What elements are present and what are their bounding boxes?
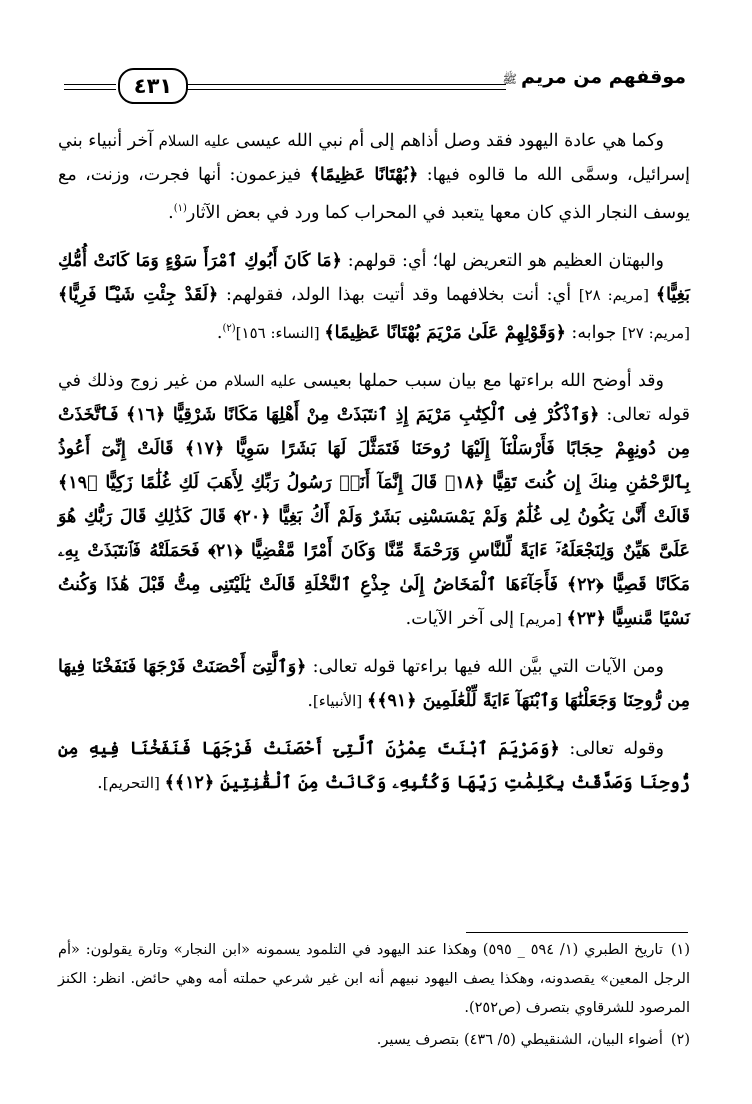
text-run: وكما هي عادة اليهود فقد وصل أذاهم إلى أم نبي الله عيسى <box>230 131 664 151</box>
paragraph <box>58 364 690 636</box>
quran-verse: ﴿لَقَدْ جِئْتِ شَيْـًٔا فَرِيًّا﴾ <box>58 284 219 305</box>
quran-verse: ﴿وَقَوْلِهِمْ عَلَىٰ مَرْيَمَ بُهْتَانًا عَظِيمًا﴾ <box>324 322 566 343</box>
text-run: وقوله تعالى: <box>559 738 664 759</box>
text-run: والبهتان العظيم هو التعريض لها؛ أي: قولهم: <box>341 250 664 271</box>
text-run: أي: أنت بخلافهما وقد أتيت بهذا الولد، فقولهم: <box>218 284 579 305</box>
footnote <box>58 936 690 1023</box>
footnotes <box>58 936 690 1058</box>
footnote-text: أضواء البيان، الشنقيطي (٥/ ٤٣٦) بتصرف يسير. <box>376 1032 663 1048</box>
main-text <box>58 124 690 814</box>
text-run: جوابه: <box>565 322 622 343</box>
text-run: . <box>168 202 174 223</box>
page-header <box>64 64 686 114</box>
header-rule-left <box>64 84 116 90</box>
footnote-separator <box>466 932 688 933</box>
text-run: وقد أوضح الله براءتها مع بيان سبب حملها بعيسى <box>296 370 664 391</box>
verse-reference: [مريم: ٢٨] <box>578 285 656 304</box>
quran-verse: ﴿وَمَرْيَمَ ٱبْنَتَ عِمْرَٰنَ ٱلَّتِىٓ أَحْصَنَتْ فَرْجَهَا فَنَفَخْنَا فِيهِ مِن رُّوحِنَا وَصَدَّقَتْ بِكَلِمَٰتِ رَبِّهَا وَكُتُبِهِۦ وَكَانَتْ مِنَ ٱلْقَٰنِتِينَ ﴿١٢﴾﴾ <box>58 738 690 793</box>
verse-reference: [مريم] <box>519 609 567 628</box>
quran-verse: ﴿بُهْتَانًا عَظِيمًا﴾ <box>309 165 419 185</box>
paragraph <box>58 244 690 350</box>
paragraph <box>58 650 690 718</box>
text-run: . <box>97 772 103 793</box>
quran-verse: ﴿وَٱذْكُرْ فِى ٱلْكِتَٰبِ مَرْيَمَ إِذِ ٱنتَبَذَتْ مِنْ أَهْلِهَا مَكَانًا شَرْقِيًّا ﴿١٦﴾ فَٱتَّخَذَتْ مِن دُونِهِمْ حِجَابًا فَأَرْسَلْنَآ إِلَيْهَا رُوحَنَا فَتَمَثَّلَ لَهَا بَشَرًا سَوِيًّا ﴿١٧﴾ قَالَتْ إِنِّىٓ أَعُوذُ بِٱلرَّحْمَٰنِ مِنكَ إِن كُنتَ تَقِيًّا ﴿١٨﴾ قَالَ إِنَّمَآ أَنَا۠ رَسُولُ رَبِّكِ لِأَهَبَ لَكِ غُلَٰمًا زَكِيًّا ﴿١٩﴾ قَالَتْ أَنَّىٰ يَكُونُ لِى غُلَٰمٌ وَلَمْ يَمْسَسْنِى بَشَرٌ وَلَمْ أَكُ بَغِيًّا ﴿٢٠﴾ قَالَ كَذَٰلِكِ قَالَ رَبُّكِ هُوَ عَلَىَّ هَيِّنٌ وَلِنَجْعَلَهُۥٓ ءَايَةً لِّلنَّاسِ وَرَحْمَةً مِّنَّا وَكَانَ أَمْرًا مَّقْضِيًّا ﴿٢١﴾ فَحَمَلَتْهُ فَٱنتَبَذَتْ بِهِۦ مَكَانًا قَصِيًّا ﴿٢٢﴾ فَأَجَآءَهَا ٱلْمَخَاضُ إِلَىٰ جِذْعِ ٱلنَّخْلَةِ قَالَتْ يَٰلَيْتَنِى مِتُّ قَبْلَ هَٰذَا وَكُنتُ نَسْيًا مَّنسِيًّا ﴿٢٣﴾ <box>58 404 690 629</box>
text-run: آخر أنبياء بني إسرائيل، وسمَّى الله ما قالوه فيها: <box>57 131 690 185</box>
footnote-number: (١) <box>670 942 690 958</box>
verse-reference: عليه السلام <box>158 132 231 150</box>
verse-reference: [مريم: ٢٧] <box>621 323 690 342</box>
text-run: من غير زوج وذلك في قوله تعالى: <box>58 370 690 425</box>
footnote <box>58 1026 690 1055</box>
quran-verse: ﴿وَٱلَّتِىٓ أَحْصَنَتْ فَرْجَهَا فَنَفَخْنَا فِيهَا مِن رُّوحِنَا وَجَعَلْنَٰهَا وَٱبْنَهَآ ءَايَةً لِّلْعَٰلَمِينَ ﴿٩١﴾﴾ <box>58 656 690 711</box>
paragraph <box>58 124 690 230</box>
footnote-text: تاريخ الطبري (١/ ٥٩٤ _ ٥٩٥) وهكذا عند اليهود في التلمود يسمونه «ابن النجار» وتارة يقولون: «أم الرجل المعين» يقصدونه، وهكذا يصف اليهود نبيهم أنه ابن غير شرعي حملته أمه وهي حائض. انظر: الكنز المرصود للشرقاوي بتصرف (ص٢٥٢). <box>58 942 690 1016</box>
footnote-marker: (١) <box>173 203 187 214</box>
running-title-text: موقفهم من مريم <box>521 66 686 88</box>
verse-reference: [النساء: ١٥٦] <box>235 323 325 342</box>
paragraph <box>58 732 690 800</box>
verse-reference: [التحريم] <box>102 773 165 792</box>
text-run: . <box>216 322 223 343</box>
page-number: ٤٣١ <box>118 68 188 104</box>
verse-reference: عليه السلام <box>224 371 297 390</box>
footnote-marker: (٢) <box>222 322 236 334</box>
text-run: . <box>307 690 313 711</box>
text-run: إلى آخر الآيات. <box>405 608 520 629</box>
text-run: فيزعمون: أنها فجرت، وزنت، مع يوسف النجار الذي كان معها يتعبد في المحراب كما ورد في بعض الآثار <box>58 165 690 223</box>
header-rule-right <box>186 84 506 90</box>
running-title <box>503 66 686 89</box>
text-run: ومن الآيات التي بيَّن الله فيها براءتها قوله تعالى: <box>306 656 664 677</box>
verse-reference: [الأنبياء] <box>312 691 367 710</box>
quran-verse: ﴿مَا كَانَ أَبُوكِ ٱمْرَأَ سَوْءٍ وَمَا كَانَتْ أُمُّكِ بَغِيًّا﴾ <box>58 250 690 305</box>
footnote-number: (٢) <box>670 1032 690 1048</box>
honorific-glyph: ﷺ <box>502 72 518 86</box>
